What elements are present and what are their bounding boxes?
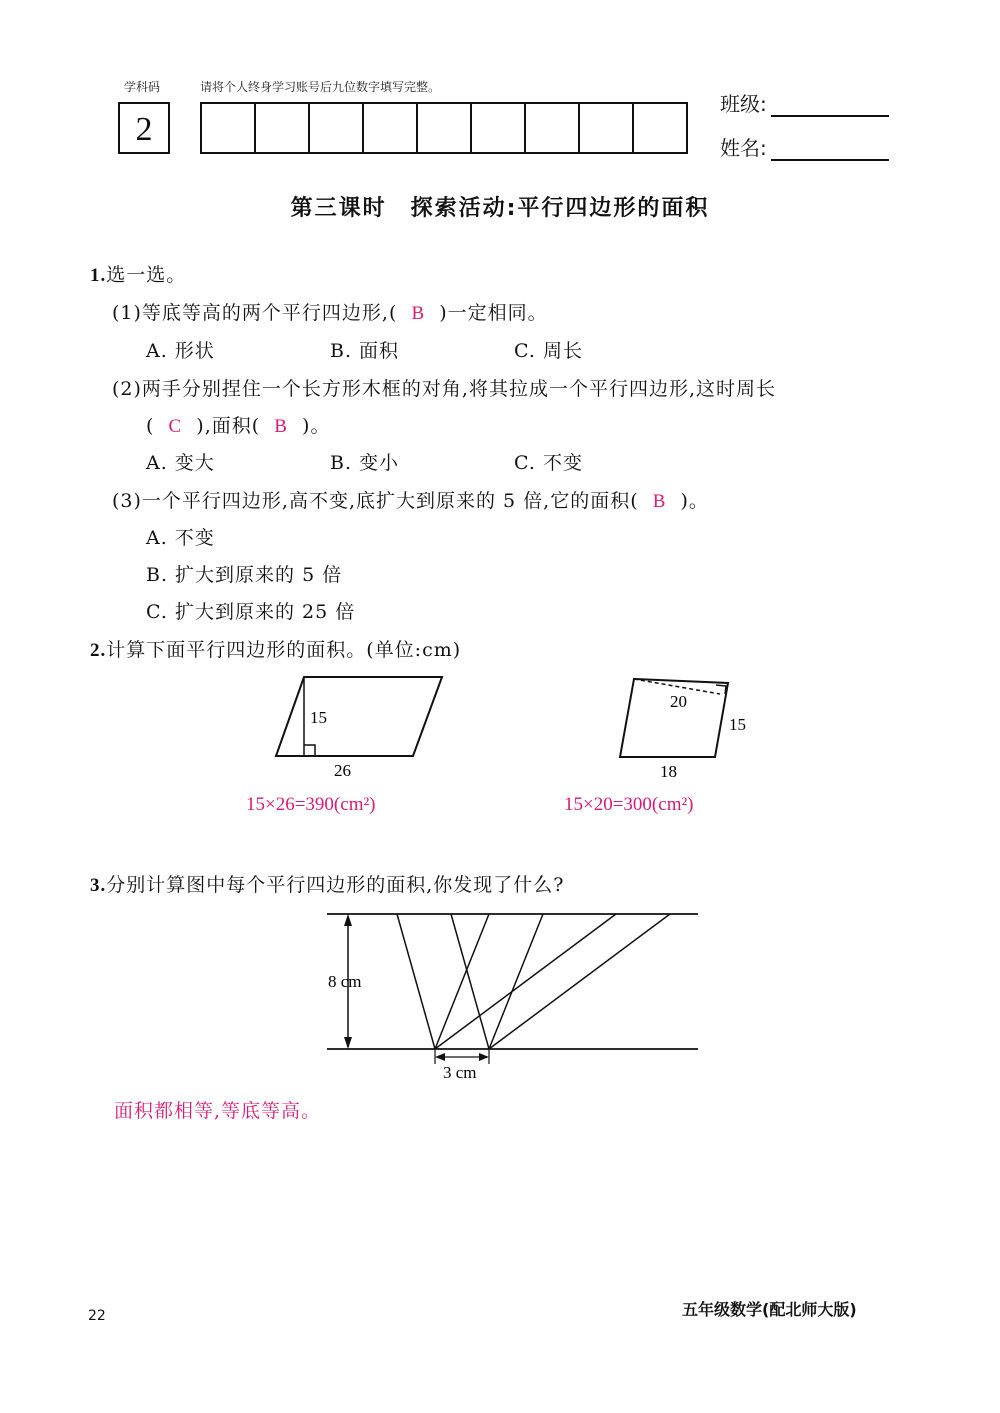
q1-part1-text-end: )一定相同。 xyxy=(439,302,548,324)
q1-part3-option-c: C. 扩大到原来的 25 倍 xyxy=(146,601,356,623)
q2-fig2-answer: 15×20=300(cm²) xyxy=(564,794,694,815)
q1-text: 选一选。 xyxy=(106,264,187,286)
q3-stem xyxy=(90,870,564,897)
parallelogram-1-height-label: 15 xyxy=(310,708,327,727)
page-number: 22 xyxy=(88,1308,106,1324)
q1-part2-option-b: B. 变小 xyxy=(330,452,400,474)
q3-answer: 面积都相等,等底等高。 xyxy=(114,1100,322,1122)
name-label: 姓名: xyxy=(720,136,767,160)
account-instruction: 请将个人终身学习账号后九位数字填写完整。 xyxy=(200,80,441,94)
q2-fig1-answer: 15×26=390(cm²) xyxy=(246,794,376,815)
q1-part2-line1: (2)两手分别捏住一个长方形木框的对角,将其拉成一个平行四边形,这时周长 xyxy=(112,378,776,400)
base-label: 3 cm xyxy=(443,1063,477,1082)
height-arrow-top-head xyxy=(344,914,352,926)
q1-part3-end: )。 xyxy=(680,490,709,512)
q3-diagram xyxy=(327,914,698,1082)
q1-part1-option-a: A. 形状 xyxy=(146,340,215,362)
base-arrow-right-head xyxy=(479,1053,489,1061)
q2-text: 计算下面平行四边形的面积。(单位:cm) xyxy=(106,639,462,661)
q1-number: 1. xyxy=(90,265,107,286)
q1-part2-end: )。 xyxy=(302,415,331,437)
parallelogram-1-base-label: 26 xyxy=(334,761,351,780)
parallelogram-figure-1 xyxy=(276,677,442,780)
q1-part2-option-a: A. 变大 xyxy=(146,452,215,474)
right-angle-mark-2 xyxy=(716,685,726,694)
parallelogram-1-outline xyxy=(276,677,442,756)
q1-part2-option-c: C. 不变 xyxy=(514,452,583,474)
right-angle-mark-1 xyxy=(304,745,315,756)
parallelogram-side xyxy=(451,914,489,1049)
q3-text: 分别计算图中每个平行四边形的面积,你发现了什么? xyxy=(106,874,565,896)
parallelogram-2-outline xyxy=(620,679,728,757)
subject-code-box: 2 xyxy=(118,102,170,154)
q1-part1-option-b: B. 面积 xyxy=(330,340,400,362)
class-label: 班级: xyxy=(720,92,767,116)
q1-part2-answer2: B xyxy=(274,416,288,437)
height-arrow-bottom-head xyxy=(344,1037,352,1049)
q2-number: 2. xyxy=(90,640,107,661)
q3-number: 3. xyxy=(90,875,107,896)
q1-part3-option-b: B. 扩大到原来的 5 倍 xyxy=(146,564,343,586)
subject-code-label: 学科码 xyxy=(124,80,161,94)
parallelogram-side xyxy=(397,914,435,1049)
q1-part3-answer: B xyxy=(652,491,667,512)
lesson-title: 第三课时 探索活动:平行四边形的面积 xyxy=(290,196,710,221)
base-arrow-left-head xyxy=(435,1053,445,1061)
parallelogram-2-side-label: 15 xyxy=(729,715,746,734)
q1-part1-option-c: C. 周长 xyxy=(514,340,583,362)
q1-part3-option-a: A. 不变 xyxy=(146,527,215,549)
q1-part2-answer1: C xyxy=(168,416,183,437)
parallelogram-figure-2 xyxy=(620,679,746,781)
q1-part2-open: ( xyxy=(146,415,155,437)
q1-part2-mid: ),面积( xyxy=(196,415,261,437)
book-title: 五年级数学(配北师大版) xyxy=(682,1300,857,1319)
q1-part1-answer: B xyxy=(411,303,426,324)
parallelogram-2-base-label: 18 xyxy=(660,762,677,781)
q1-part1-text: (1)等底等高的两个平行四边形,( xyxy=(112,302,398,324)
parallelogram-2-height-label: 20 xyxy=(670,692,687,711)
height-label: 8 cm xyxy=(328,972,362,991)
q1-part3-text: (3)一个平行四边形,高不变,底扩大到原来的 5 倍,它的面积( xyxy=(112,490,639,512)
